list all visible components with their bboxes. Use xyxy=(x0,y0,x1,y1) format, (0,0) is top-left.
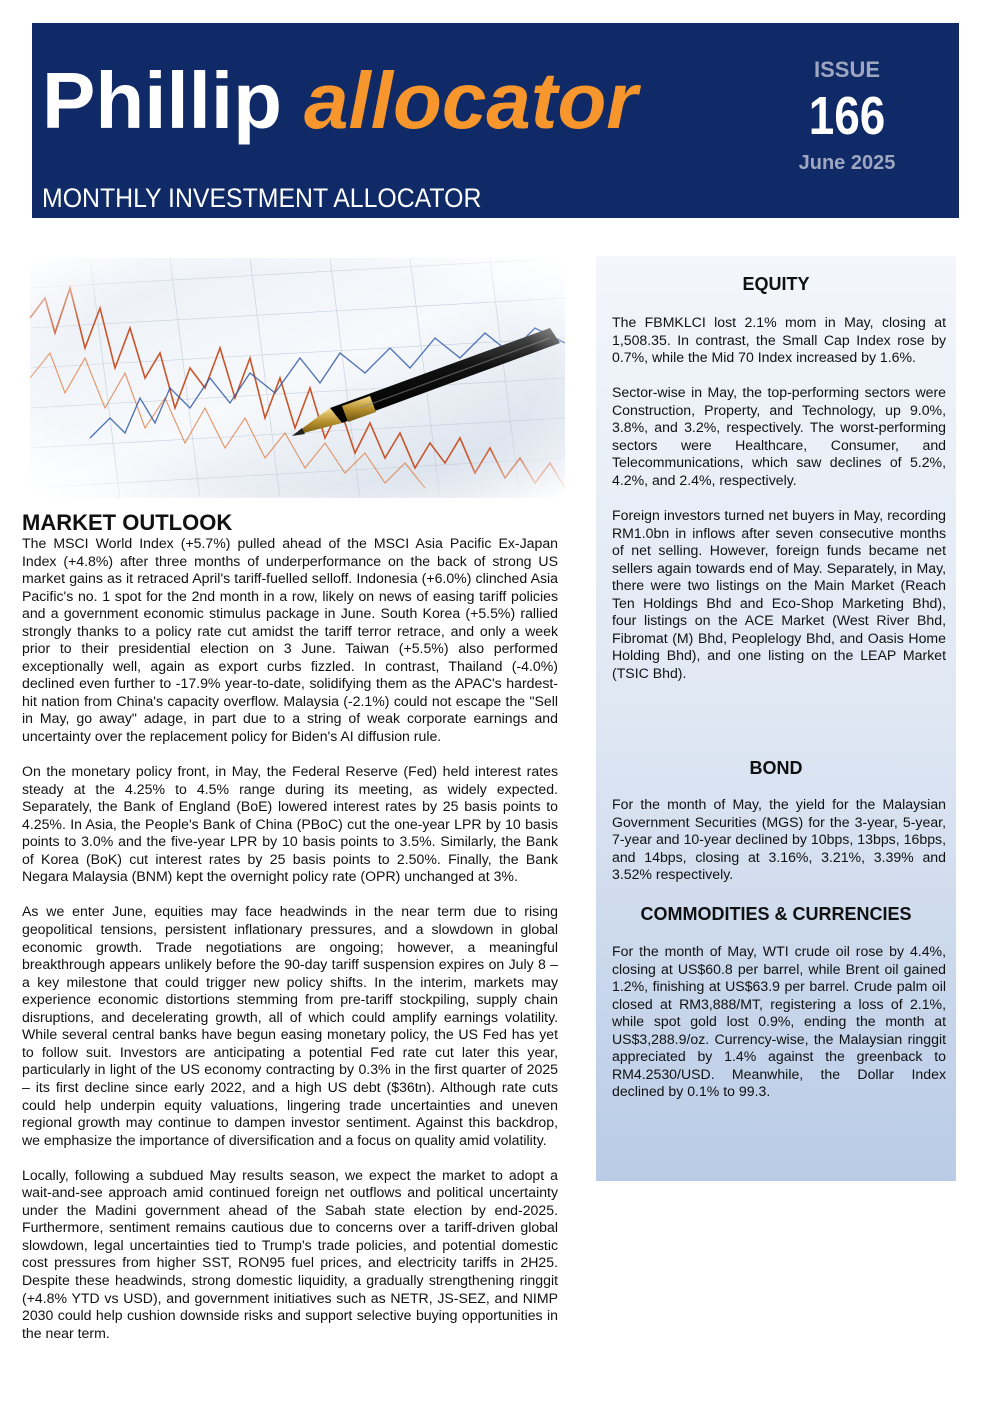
chart-photo xyxy=(30,258,565,498)
issue-info xyxy=(792,59,902,173)
equity-body xyxy=(612,314,946,700)
outlook-paragraph: As we enter June, equities may face headwinds in the near term due to rising geopolitical tensions, persistent inflationary pressures, and a slowdown in global economic growth. Trade negotiations are ongoing; however, a meaningful breakthrough appears unlikely before the 90-day tariff suspension expires on July 8 – a key milestone that could trigger new policy shifts. In the interim, markets may experience economic distortions stemming from pre-tariff stockpiling, supply chain disruptions, and decelerating growth, all of which could amplify earnings volatility. While several central banks have begun easing monetary policy, the US Fed has yet to follow suit. Investors are anticipating a potential Fed rate cut later this year, particularly in light of the US economy contracting by 0.3% in the first quarter of 2025 – its first decline since early 2022, and a high US debt ($36tn). Although rate cuts could help underpin equity valuations, lingering trade uncertainties and uneven regional growth may continue to dampen investor sentiment. Against this backdrop, we emphasize the importance of diversification and a focus on quality amid volatility. xyxy=(22,903,558,1148)
equity-title: EQUITY xyxy=(742,274,810,294)
market-outlook-body xyxy=(22,535,558,1360)
newsletter-logo xyxy=(42,56,638,145)
commodities-body xyxy=(612,943,946,1118)
equity-paragraph: Foreign investors turned net buyers in May, recording RM1.0bn in inflows after seven consecutive months of net selling. However, foreign funds became net sellers again towards end of May. Separately, in May, there were two listings on the Main Market (Reach Ten Holdings Bhd and Eco-Shop Marketing Bhd), four listings on the ACE Market (West River Bhd, Fibromat (M) Bhd, Peoplelogy Bhd, and Oasis Home Holding Bhd), and one listing on the LEAP Market (TSIC Bhd). xyxy=(612,507,946,681)
header-banner xyxy=(32,23,959,218)
commodities-title: COMMODITIES & CURRENCIES xyxy=(640,904,912,924)
equity-paragraph: Sector-wise in May, the top-performing sectors were Construction, Property, and Technology, up 9.0%, 3.8%, and 3.2%, respectively. The worst-performing sectors were Healthcare, Consumer, and Telecommunications, which saw declines of 5.2%, 4.2%, and 2.4%, respectively. xyxy=(612,384,946,488)
bond-title: BOND xyxy=(749,758,803,778)
bond-paragraph: For the month of May, the yield for the Malaysian Government Securities (MGS) for the 3-year, 5-year, 7-year and 10-year declined by 10bps, 13bps, 16bps, and 14bps, closing at 3.16%, 3.21%, 3.39% and 3.52% respectively. xyxy=(612,796,946,883)
outlook-paragraph: The MSCI World Index (+5.7%) pulled ahead of the MSCI Asia Pacific Ex-Japan Index (+4.8%) after three months of underperformance on the back of strong US market gains as it retraced April's tariff-fuelled selloff. Indonesia (+6.0%) clinched Asia Pacific's no. 1 spot for the 2nd month in a row, likely on news of easing tariff policies and a government economic stimulus package in June. South Korea (+5.5%) rallied strongly thanks to a policy rate cut amidst the tariff terror retrace, and only a week prior to their presidential election on 3 June. Taiwan (+5.5%) also performed exceptionally well, again as export curbs fizzled. In contrast, Thailand (-4.0%) declined even further to -17.9% year-to-date, solidifying them as the APAC's hardest-hit nation from China's capacity overflow. Malaysia (-2.1%) could not escape the "Sell in May, go away" adage, in part due to a string of weak corporate earnings and uncertainty over the replacement policy for Biden's AI diffusion rule. xyxy=(22,535,558,745)
newsletter-subtitle: MONTHLY INVESTMENT ALLOCATOR xyxy=(42,183,482,213)
issue-label: ISSUE xyxy=(813,57,881,82)
equity-paragraph: The FBMKLCI lost 2.1% mom in May, closing at 1,508.35. In contrast, the Small Cap Index rose by 0.7%, while the Mid 70 Index increased by 1.6%. xyxy=(612,314,946,366)
outlook-paragraph: Locally, following a subdued May results season, we expect the market to adopt a wait-and-see approach amid continued foreign net outflows and political uncertainty under the Madini government ahead of the Sabah state election by end-2025. Furthermore, sentiment remains cautious due to concerns over a tariff-driven global slowdown, legal uncertainties tied to Trump's trade policies, and potential domestic cost pressures from higher SST, RON95 fuel prices, and electricity tariffs in 2H25. Despite these headwinds, strong domestic liquidity, a gradually strengthening ringgit (+4.8% YTD vs USD), and government initiatives such as NETR, JS-SEZ, and NIMP 2030 could help cushion downside risks and support selective buying opportunities in the near term. xyxy=(22,1166,558,1341)
bond-body xyxy=(612,796,946,901)
brand-word-phillip: Phillip xyxy=(42,56,282,145)
commodities-paragraph: For the month of May, WTI crude oil rose by 4.4%, closing at US$60.8 per barrel, while Brent oil gained 1.2%, finishing at US$63.9 per barrel. Crude palm oil closed at RM3,888/MT, registering a loss of 2.1%, while spot gold lost 0.9%, ending the month at US$3,288.9/oz. Currency-wise, the Malaysian ringgit appreciated by 1.4% against the greenback to RM4.2530/USD. Meanwhile, the Dollar Index declined by 0.1% to 99.3. xyxy=(612,943,946,1100)
summary-panel xyxy=(596,256,956,1181)
issue-number: 166 xyxy=(808,86,886,146)
issue-date: June 2025 xyxy=(798,152,896,174)
outlook-paragraph: On the monetary policy front, in May, the Federal Reserve (Fed) held interest rates steady at the 4.25% to 4.5% range during its meeting, as widely expected. Separately, the Bank of England (BoE) lowered interest rates by 25 basis points to 4.25%. In Asia, the People's Bank of China (PBoC) cut the one-year LPR by 10 basis points to 3.0% and the five-year LPR by 10 basis points to 3.5%. Similarly, the Bank of Korea (BoK) cut interest rates by 25 basis points to 2.50%. Finally, the Bank Negara Malaysia (BNM) kept the overnight policy rate (OPR) unchanged at 3%. xyxy=(22,763,558,885)
brand-word-allocator: allocator xyxy=(304,56,638,145)
market-outlook-title: MARKET OUTLOOK xyxy=(22,510,233,535)
